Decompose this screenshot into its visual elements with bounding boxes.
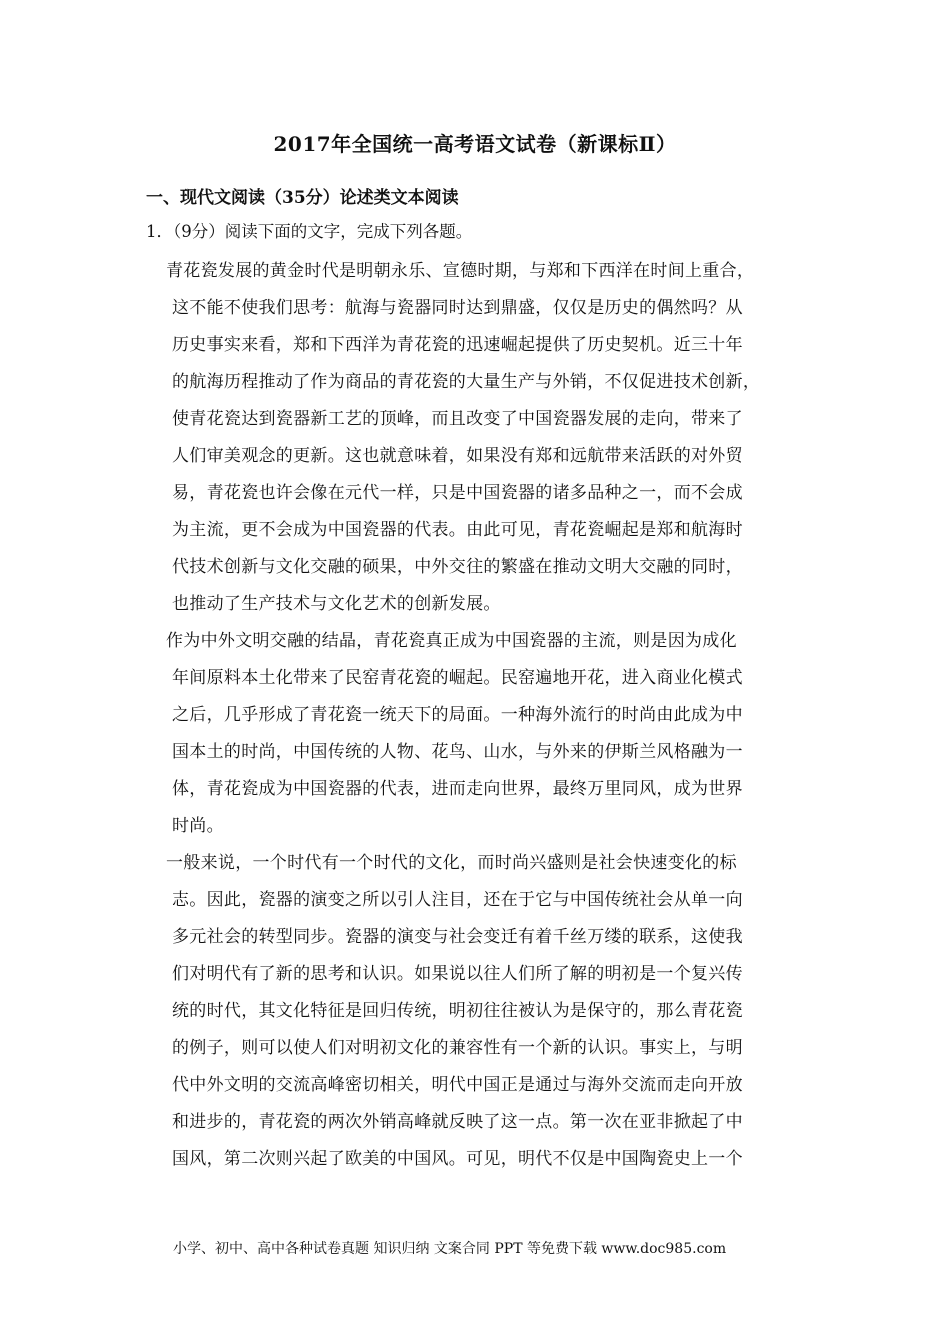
passage-line: 的航海历程推动了作为商品的青花瓷的大量生产与外销，不仅促进技术创新， <box>172 372 761 392</box>
passage-line: 时尚。 <box>172 816 224 836</box>
passage-line: 为主流，更不会成为中国瓷器的代表。由此可见，青花瓷崛起是郑和航海时 <box>172 520 743 540</box>
passage-line: 国本土的时尚，中国传统的人物、花鸟、山水，与外来的伊斯兰风格融为一 <box>172 742 743 762</box>
passage-line: 国风，第二次则兴起了欧美的中国风。可见，明代不仅是中国陶瓷史上一个 <box>172 1149 743 1169</box>
passage-line: 们对明代有了新的思考和认识。如果说以往人们所了解的明初是一个复兴传 <box>172 964 743 984</box>
passage-line: 这不能不使我们思考：航海与瓷器同时达到鼎盛，仅仅是历史的偶然吗？从 <box>172 298 743 318</box>
passage-line: 之后，几乎形成了青花瓷一统天下的局面。一种海外流行的时尚由此成为中 <box>172 705 743 725</box>
passage-line: 青花瓷发展的黄金时代是明朝永乐、宣德时期，与郑和下西洋在时间上重合， <box>166 261 755 281</box>
passage-line: 多元社会的转型同步。瓷器的演变与社会变迁有着千丝万缕的联系，这使我 <box>172 927 743 947</box>
passage-line: 和进步的，青花瓷的两次外销高峰就反映了这一点。第一次在亚非掀起了中 <box>172 1112 743 1132</box>
passage-line: 作为中外文明交融的结晶，青花瓷真正成为中国瓷器的主流，则是因为成化 <box>166 631 737 651</box>
passage-line: 代中外文明的交流高峰密切相关，明代中国正是通过与海外交流而走向开放 <box>172 1075 743 1095</box>
question-intro: 1．（9分）阅读下面的文字，完成下列各题。 <box>146 222 473 241</box>
passage-line: 统的时代，其文化特征是回归传统，明初往往被认为是保守的，那么青花瓷 <box>172 1001 743 1021</box>
passage-line: 历史事实来看，郑和下西洋为青花瓷的迅速崛起提供了历史契机。近三十年 <box>172 335 743 355</box>
page-footer: 小学、初中、高中各种试卷真题 知识归纳 文案合同 PPT 等免费下载 www.doc985.com <box>173 1241 727 1257</box>
passage-line: 志。因此，瓷器的演变之所以引人注目，还在于它与中国传统社会从单一向 <box>172 890 743 910</box>
passage-line: 体，青花瓷成为中国瓷器的代表，进而走向世界，最终万里同风，成为世界 <box>172 779 743 799</box>
passage-line: 易，青花瓷也许会像在元代一样，只是中国瓷器的诸多品种之一，而不会成 <box>172 483 743 503</box>
passage-line: 的例子，则可以使人们对明初文化的兼容性有一个新的认识。事实上，与明 <box>172 1038 743 1058</box>
passage-line: 使青花瓷达到瓷器新工艺的顶峰，而且改变了中国瓷器发展的走向，带来了 <box>172 409 743 429</box>
passage-line: 人们审美观念的更新。这也就意味着，如果没有郑和远航带来活跃的对外贸 <box>172 446 743 466</box>
passage-line: 一般来说，一个时代有一个时代的文化，而时尚兴盛则是社会快速变化的标 <box>166 853 737 873</box>
passage-line: 代技术创新与文化交融的硕果，中外交往的繁盛在推动文明大交融的同时， <box>172 557 743 577</box>
section-heading: 一、现代文阅读（35分）论述类文本阅读 <box>146 188 459 208</box>
passage-line: 年间原料本土化带来了民窑青花瓷的崛起。民窑遍地开花，进入商业化模式 <box>172 668 743 688</box>
passage-line: 也推动了生产技术与文化艺术的创新发展。 <box>172 594 501 614</box>
page-title: 2017年全国统一高考语文试卷（新课标Ⅱ） <box>273 132 677 156</box>
